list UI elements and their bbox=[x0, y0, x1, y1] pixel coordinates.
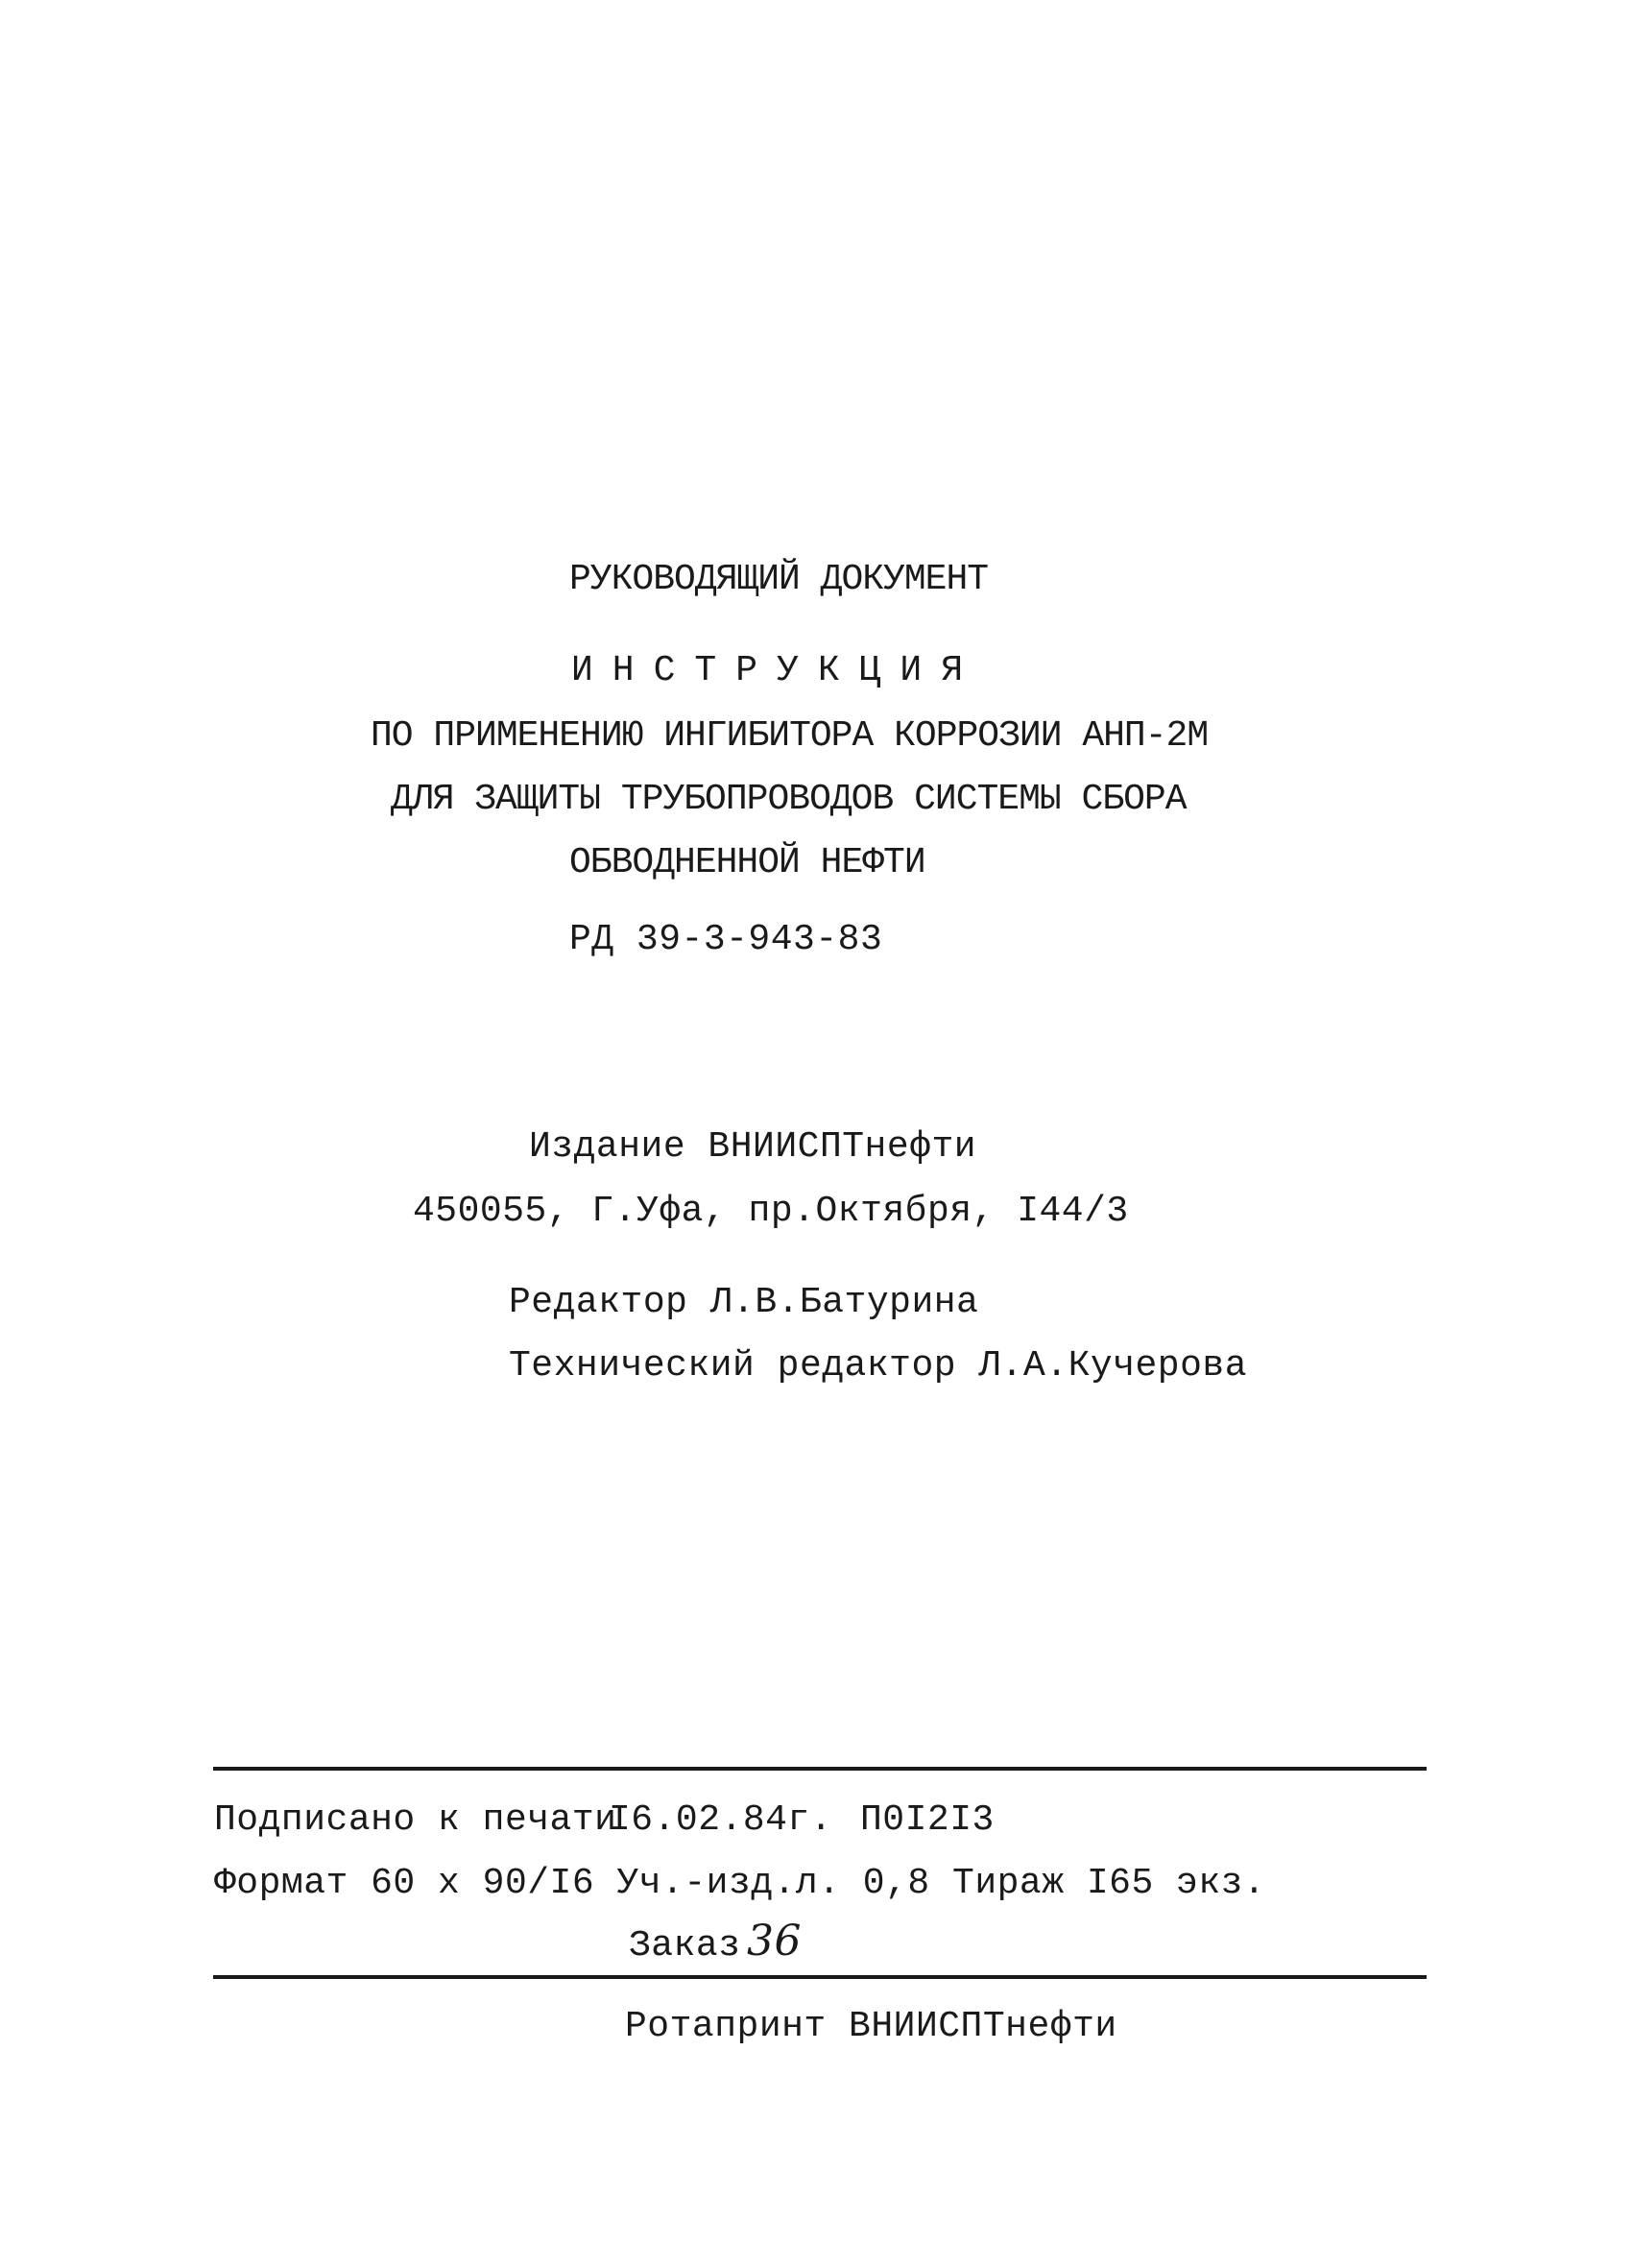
signed-date: I6.02.84г. bbox=[609, 1799, 833, 1841]
order-number-handwritten: 36 bbox=[747, 1917, 802, 1966]
signed-label: Подписано к печати bbox=[214, 1799, 617, 1841]
printer-line: Ротапринт ВНИИСПТнефти bbox=[625, 2006, 1117, 2047]
doc-type: РУКОВОДЯЩИЙ ДОКУМЕНТ bbox=[569, 559, 989, 600]
top-divider bbox=[213, 1767, 1427, 1771]
format-line: Формат 60 х 90/I6 Уч.-изд.л. 0,8 Тираж I65 экз. bbox=[214, 1863, 1266, 1904]
subtitle-line-2: ДЛЯ ЗАЩИТЫ ТРУБОПРОВОДОВ СИСТЕМЫ СБОРА bbox=[391, 779, 1187, 820]
edition-line: Издание ВНИИСПТнефти bbox=[529, 1126, 977, 1168]
bottom-divider bbox=[213, 1975, 1427, 1979]
tech-editor-line: Технический редактор Л.А.Кучерова bbox=[509, 1345, 1248, 1387]
document-code: РД 39-3-943-83 bbox=[569, 919, 883, 960]
order-label: Заказ bbox=[629, 1925, 741, 1966]
editor-line: Редактор Л.В.Батурина bbox=[509, 1282, 979, 1323]
doc-title: ИНСТРУКЦИЯ bbox=[571, 650, 983, 691]
subtitle-line-3: ОБВОДНЕННОЙ НЕФТИ bbox=[569, 842, 925, 883]
address-line: 450055, Г.Уфа, пр.Октября, I44/3 bbox=[413, 1191, 1129, 1232]
subtitle-line-1: ПО ПРИМЕНЕНИЮ ИНГИБИТОРА КОРРОЗИИ АНП-2М bbox=[371, 715, 1209, 757]
registration-number: П0I2I3 bbox=[860, 1799, 995, 1841]
